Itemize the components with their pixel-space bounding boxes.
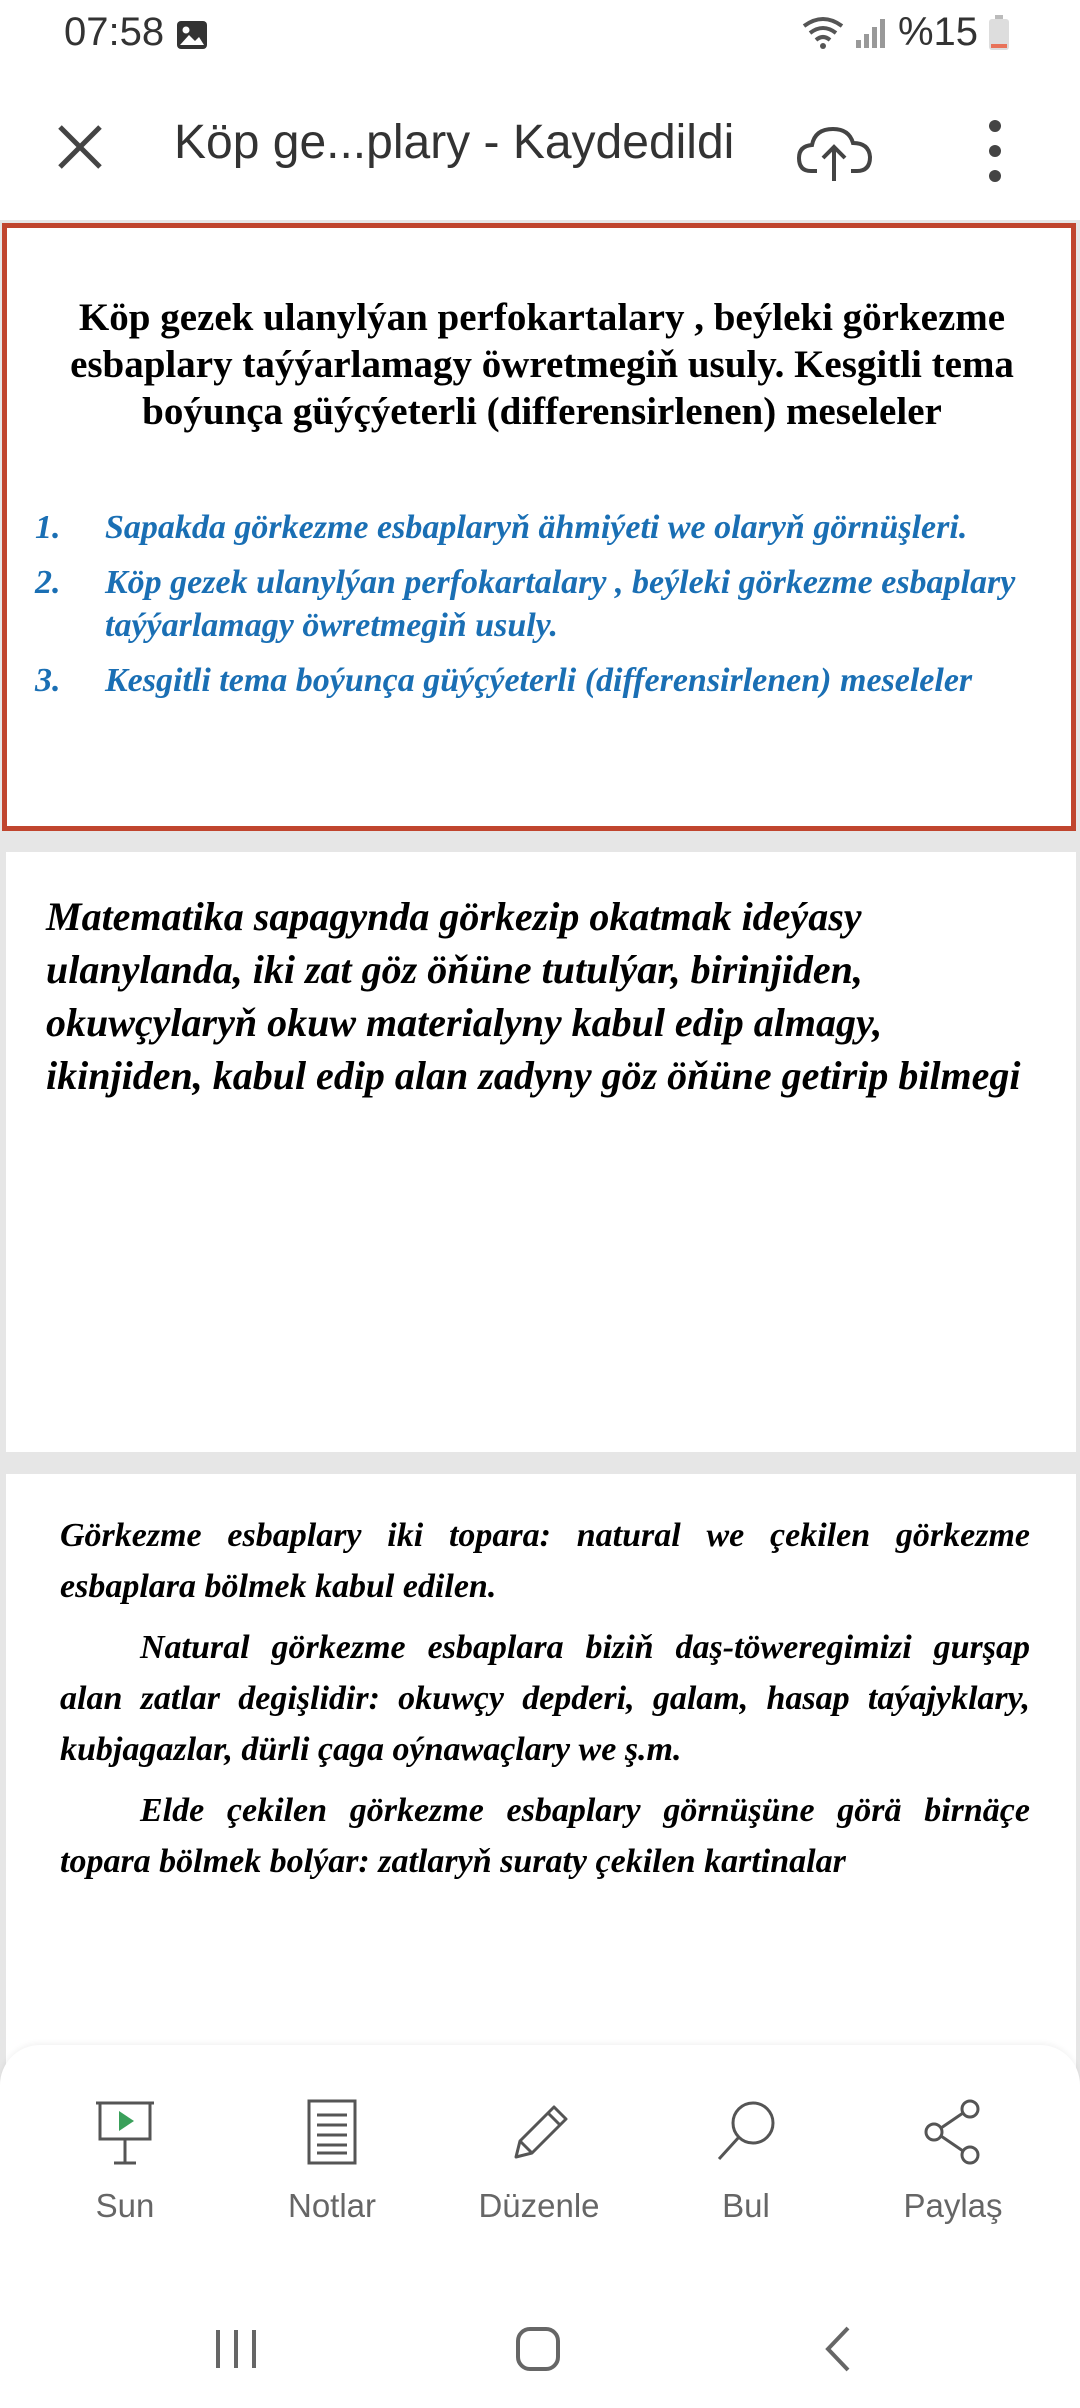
tool-label: Paylaş bbox=[903, 2187, 1003, 2224]
slide-title: Köp gezek ulanylýan perfokartalary , beýleki görkezme esbaplary taýýarlamagy öwretmegiň usuly. Kesgitli tema boýunça güýçýeterli (differensirlenen) meseleler bbox=[70, 296, 1014, 433]
close-icon[interactable] bbox=[40, 107, 120, 187]
status-bar bbox=[0, 0, 1080, 75]
slide-bullet-list bbox=[35, 506, 1035, 714]
list-item-text: Sapakda görkezme esbaplaryň ähmiýeti we olaryň görnüşleri. bbox=[105, 509, 968, 546]
share-button[interactable] bbox=[863, 2097, 1043, 2225]
more-vert-icon[interactable] bbox=[960, 111, 1030, 191]
battery-percent: %15 bbox=[897, 10, 978, 54]
slide-2[interactable] bbox=[6, 852, 1076, 1452]
bottom-toolbar bbox=[0, 2045, 1080, 2290]
tool-label: Notlar bbox=[287, 2187, 377, 2224]
slide-body-text bbox=[60, 1510, 1030, 1897]
status-time: 07:58 bbox=[64, 10, 165, 54]
tool-label: Bul bbox=[722, 2187, 770, 2224]
battery-icon bbox=[988, 15, 1010, 51]
list-item-text: Köp gezek ulanylýan perfokartalary , beýleki görkezme esbaplary taýýarlamagy öwretmegiň usuly. bbox=[105, 564, 1016, 644]
back-icon[interactable] bbox=[800, 2314, 880, 2384]
list-item-text: Kesgitli tema boýunça güýçýeterli (differensirlenen) meseleler bbox=[105, 662, 973, 699]
tool-label: Düzenle bbox=[478, 2187, 600, 2224]
cloud-upload-icon[interactable] bbox=[795, 111, 875, 191]
slide-body-text: Matematika sapagynda görkezip okatmak ideýasy ulanylanda, iki zat göz öňüne tutulýar, birinjiden, okuwçylaryň okuw materialyny kabul edip almagy, ikinjiden, kabul edip alan zadyny göz öňüne getirip bilmegi bbox=[46, 894, 1021, 1098]
system-nav-bar bbox=[0, 2290, 1080, 2408]
list-item bbox=[35, 659, 1035, 702]
slide-paragraph: Elde çekilen görkezme esbaplary görnüşüne görä birnäçe topara bölmek bolýar: zatlaryň suraty çekilen kartinalar bbox=[60, 1792, 1030, 1880]
status-right-group bbox=[802, 10, 1010, 55]
recents-icon[interactable] bbox=[196, 2314, 276, 2384]
edit-button[interactable] bbox=[449, 2097, 629, 2225]
list-item-number: 2. bbox=[35, 564, 61, 601]
app-bar bbox=[0, 75, 1080, 220]
list-item-number: 3. bbox=[35, 662, 61, 699]
share-icon bbox=[918, 2097, 988, 2167]
home-icon[interactable] bbox=[498, 2314, 578, 2384]
search-icon bbox=[711, 2097, 781, 2167]
document-title: Köp ge...plary - Kaydedildi bbox=[174, 116, 735, 169]
notes-icon bbox=[297, 2097, 367, 2167]
slide-paragraph: Görkezme esbaplary iki topara: natural we çekilen görkezme esbaplara bölmek kabul edilen. bbox=[60, 1517, 1030, 1605]
notes-button[interactable] bbox=[242, 2097, 422, 2225]
wifi-icon bbox=[802, 16, 844, 50]
slide-1[interactable] bbox=[2, 223, 1076, 831]
presentation-icon bbox=[90, 2097, 160, 2167]
list-item-number: 1. bbox=[35, 509, 61, 546]
image-icon bbox=[176, 20, 208, 50]
slide-paragraph: Natural görkezme esbaplara biziň daş-töweregimizi gurşap alan zatlar degişlidir: okuwçy depderi, galam, hasap taýajyklary, kubjagazlar, dürli çaga oýnawaçlary we ş.m. bbox=[60, 1629, 1030, 1768]
tool-label: Sun bbox=[95, 2187, 155, 2224]
pencil-icon bbox=[504, 2097, 574, 2167]
find-button[interactable] bbox=[656, 2097, 836, 2225]
present-button[interactable] bbox=[35, 2097, 215, 2225]
list-item bbox=[35, 506, 1035, 549]
signal-icon bbox=[854, 16, 888, 50]
list-item bbox=[35, 561, 1035, 647]
